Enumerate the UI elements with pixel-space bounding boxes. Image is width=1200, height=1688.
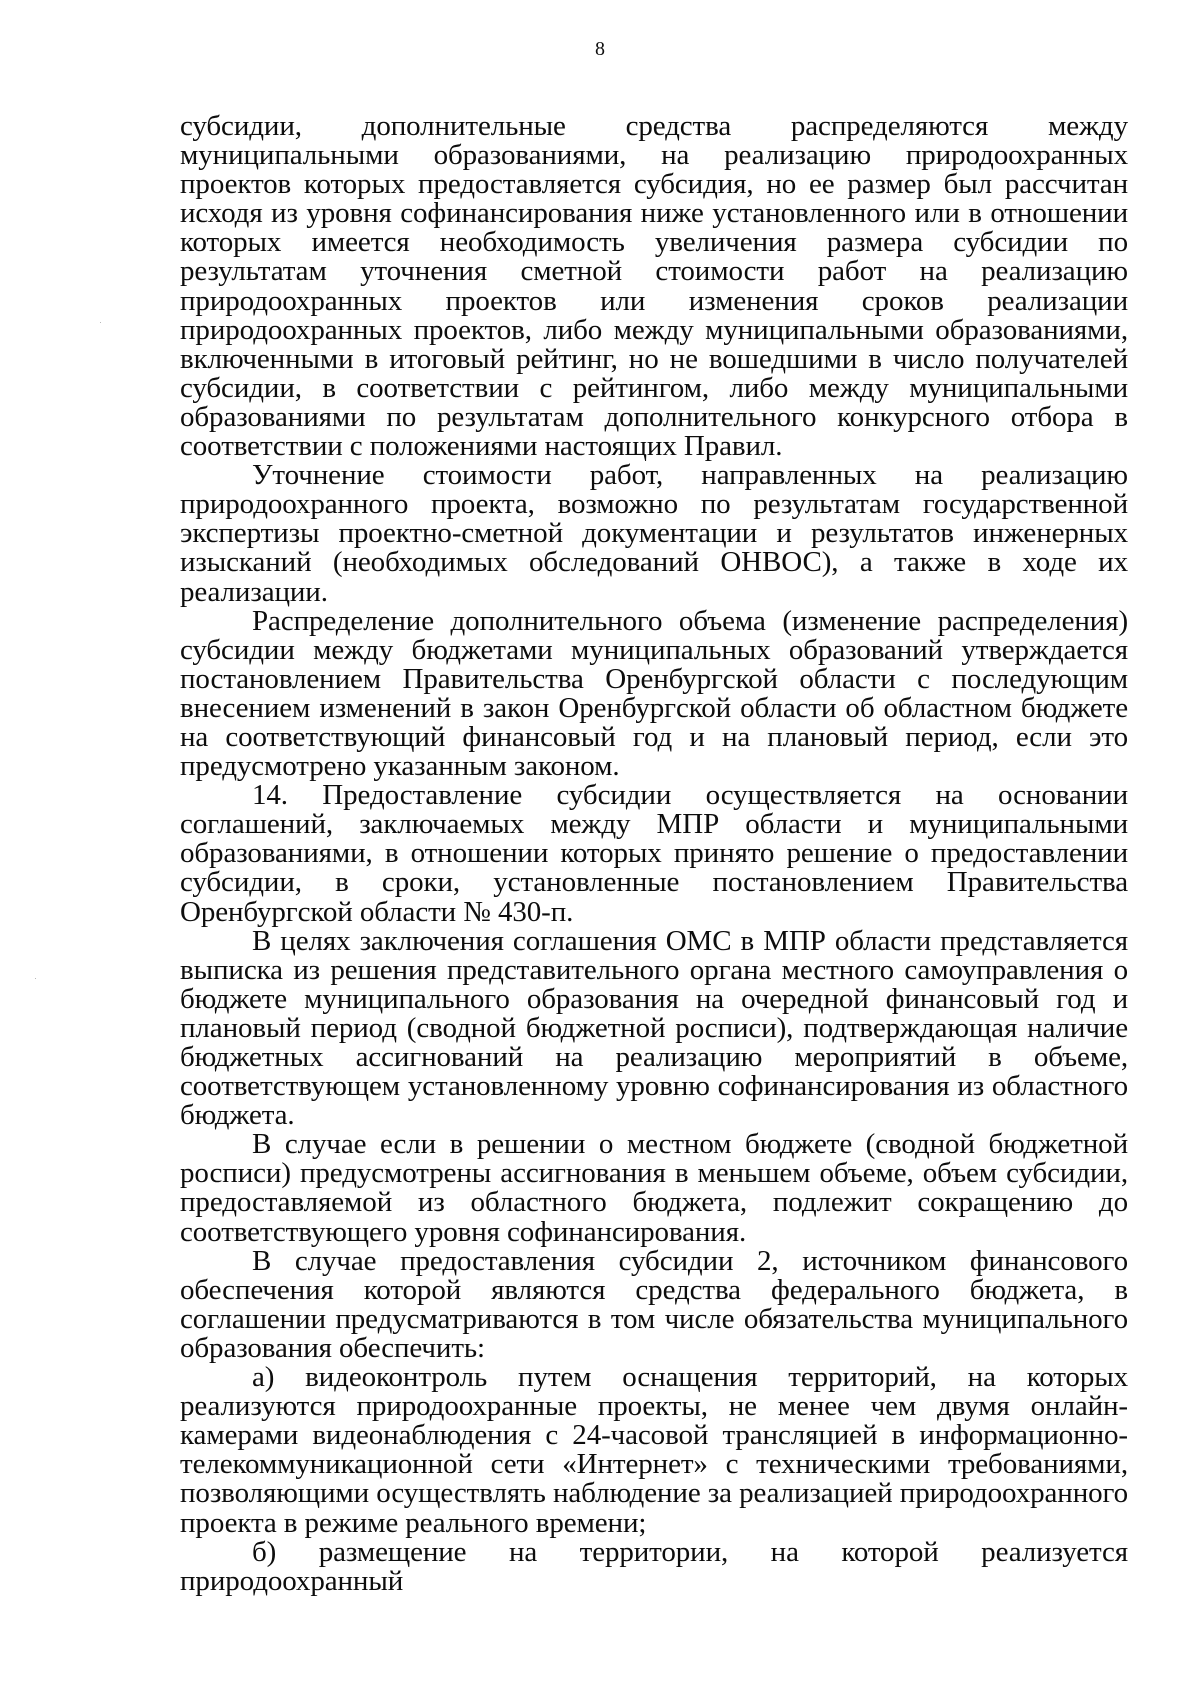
paragraph-item-b-placement: б) размещение на территории, на которой реализуется природоохранный bbox=[180, 1535, 1128, 1597]
paragraph-distribution: Распределение дополнительного объема (изменение распределения) субсидии между бюджетами муниципальных образований утверждается постановлением Правительства Оренбургской области с последующим внесением изменений в закон Оренбургской области об областном бюджете на соответствующий финансовый год и на плановый период, если это предусмотрено указанным законом. bbox=[180, 604, 1128, 783]
page-number: 8 bbox=[595, 38, 605, 60]
paragraph-federal-subsidy: В случае предоставления субсидии 2, источником финансового обеспечения которой являются средства федерального бюджета, в соглашении предусматриваются в том числе обязательства муниципального образования обеспечить: bbox=[180, 1244, 1128, 1364]
scan-speck bbox=[100, 322, 101, 323]
document-body bbox=[180, 112, 1128, 1596]
paragraph-cost-clarification: Уточнение стоимости работ, направленных на реализацию природоохранного проекта, возможно по результатам государственной экспертизы проектно-сметной документации и результатов инженерных изысканий (необходимых обследований ОНВОС), а также в ходе их реализации. bbox=[180, 459, 1128, 608]
paragraph-reduced-allocation: В случае если в решении о местном бюджете (сводной бюджетной росписи) предусмотрены ассигнования в меньшем объеме, объем субсидии, предоставляемой из областного бюджета, подлежит сокращению до соответствующего уровня софинансирования. bbox=[180, 1128, 1128, 1248]
paragraph-item-14: 14. Предоставление субсидии осуществляется на основании соглашений, заключаемых между МПР области и муниципальными образованиями, в отношении которых принято решение о предоставлении субсидии, в сроки, установленные постановлением Правительства Оренбургской области № 430-п. bbox=[180, 779, 1128, 928]
scan-speck bbox=[35, 978, 36, 979]
paragraph-item-a-video-control: а) видеоконтроль путем оснащения территорий, на которых реализуются природоохранные проекты, не менее чем двумя онлайн-камерами видеонаблюдения с 24-часовой трансляцией в информационно-телекоммуникационной сети «Интернет» с техническими требованиями, позволяющими осуществлять наблюдение за реализацией природоохранного проекта в режиме реального времени; bbox=[180, 1361, 1128, 1539]
paragraph-continuation: субсидии, дополнительные средства распределяются между муниципальными образованиями, на реализацию природоохранных проектов которых предоставляется субсидия, но ее размер был рассчитан исходя из уровня софинансирования ниже установленного или в отношении которых имеется необходимость увеличения размера субсидии по результатам уточнения сметной стоимости работ на реализацию природоохранных проектов или изменения сроков реализации природоохранных проектов, либо между муниципальными образованиями, включенными в итоговый рейтинг, но не вошедшими в число получателей субсидии, в соответствии с рейтингом, либо между муниципальными образованиями по результатам дополнительного конкурсного отбора в соответствии с положениями настоящих Правил. bbox=[180, 110, 1128, 463]
paragraph-agreement-extract: В целях заключения соглашения ОМС в МПР области представляется выписка из решения представительного органа местного самоуправления о бюджете муниципального образования на очередной финансовый год и плановый период (сводной бюджетной росписи), подтверждающая наличие бюджетных ассигнований на реализацию мероприятий в объеме, соответствующем установленному уровню софинансирования из областного бюджета. bbox=[180, 924, 1128, 1132]
